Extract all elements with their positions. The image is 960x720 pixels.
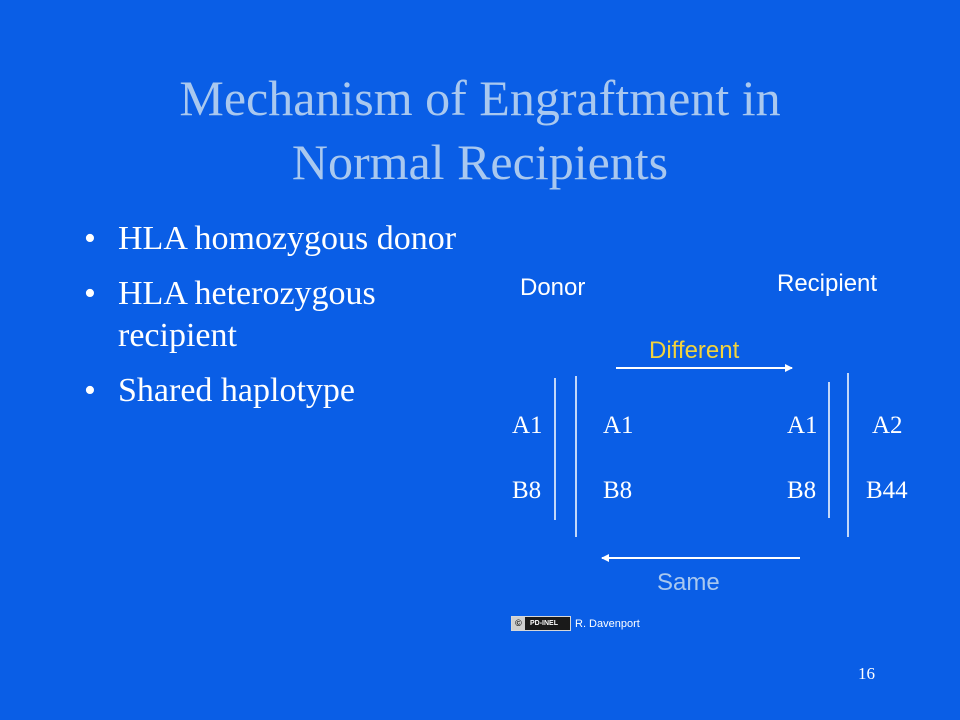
slide-title-line-2: Normal Recipients xyxy=(291,134,669,190)
bullet-item xyxy=(84,218,474,260)
credit-author: R. Davenport xyxy=(575,617,640,630)
donor-haplotype-2-hla-a: A1 xyxy=(603,412,634,439)
license-label: PD-INEL xyxy=(530,620,558,627)
bullet-marker: • xyxy=(84,220,96,257)
page-number: 16 xyxy=(858,664,875,683)
donor-haplotype-1-hla-b: B8 xyxy=(512,477,542,504)
recipient-haplotype-2-hla-a: A2 xyxy=(872,412,903,439)
same-label: Same xyxy=(657,569,720,596)
recipient-haplotype-2-hla-b: B44 xyxy=(866,477,908,504)
image-credit xyxy=(511,616,640,631)
recipient-haplotype-1-hla-b: B8 xyxy=(787,477,817,504)
bullet-text: HLA heterozygous recipient xyxy=(118,275,376,354)
recipient-label: Recipient xyxy=(777,270,878,297)
bullet-item xyxy=(84,273,474,357)
bullet-text: HLA homozygous donor xyxy=(118,220,457,257)
slide-title-line-1: Mechanism of Engraftment in xyxy=(179,70,781,126)
bullet-text: Shared haplotype xyxy=(118,372,355,409)
bullet-marker: • xyxy=(84,275,96,312)
donor-haplotype-1-hla-a: A1 xyxy=(512,412,543,439)
bullet-list xyxy=(84,218,474,425)
donor-label: Donor xyxy=(520,274,586,301)
bullet-marker: • xyxy=(84,372,96,409)
donor-haplotype-2-hla-b: B8 xyxy=(603,477,633,504)
different-label: Different xyxy=(649,337,740,364)
recipient-haplotype-1-hla-a: A1 xyxy=(787,412,818,439)
bullet-item xyxy=(84,370,474,412)
license-badge xyxy=(511,616,571,631)
copyright-icon: © xyxy=(512,617,525,630)
slide-title xyxy=(0,66,960,194)
